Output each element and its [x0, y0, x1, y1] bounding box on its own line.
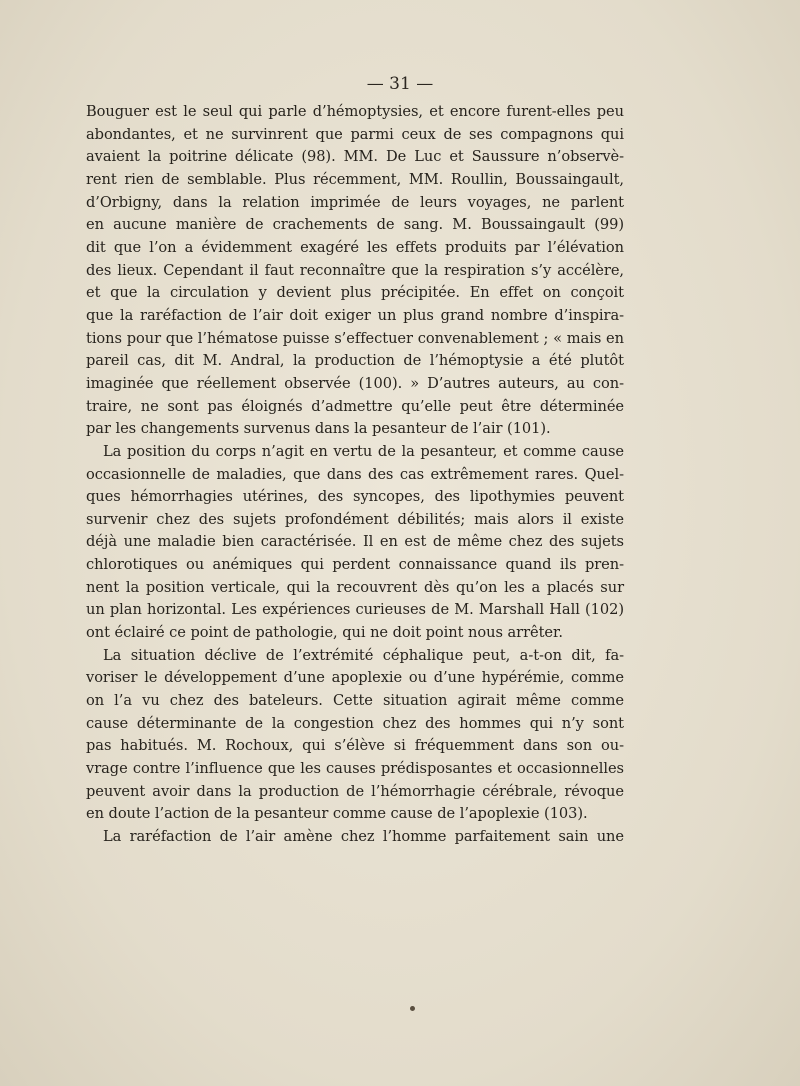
text-line: et que la circulation y devient plus précipitée. En effet on conçoit	[86, 284, 624, 302]
text-line: des lieux. Cependant il faut reconnaître que la respiration s’y accélère,	[86, 261, 624, 279]
text-line: dit que l’on a évidemment exagéré les effets produits par l’élévation	[86, 238, 624, 256]
text-line: nent la position verticale, qui la recouvrent dès qu’on les a placés sur	[86, 578, 624, 596]
text-line: cause déterminante de la congestion chez des hommes qui n’y sont	[86, 714, 624, 732]
text-line: vrage contre l’influence que les causes prédisposantes et occasionnelles	[86, 760, 624, 778]
text-line: par les changements survenus dans la pesanteur de l’air (101).	[86, 420, 551, 438]
text-line: La position du corps n’agit en vertu de la pesanteur, et comme cause	[103, 442, 624, 460]
text-line: chlorotiques ou anémiques qui perdent connaissance quand ils pren-	[86, 556, 624, 574]
text-line: rent rien de semblable. Plus récemment, MM. Roullin, Boussaingault,	[86, 170, 624, 188]
text-line: en doute l’action de la pesanteur comme cause de l’apoplexie (103).	[86, 805, 588, 823]
text-line: déjà une maladie bien caractérisée. Il en est de même chez des sujets	[86, 533, 624, 551]
paragraph-1	[86, 101, 624, 441]
text-line: ques hémorrhagies utérines, des syncopes, des lipothymies peuvent	[86, 488, 624, 506]
text-line: La situation déclive de l’extrémité céphalique peut, a-t-on dit, fa-	[103, 646, 624, 664]
page-ornament-dot	[410, 1006, 415, 1011]
text-line: survenir chez des sujets profondément débilités; mais alors il existe	[86, 510, 624, 528]
text-line: pas habitués. M. Rochoux, qui s’élève si fréquemment dans son ou-	[86, 737, 624, 755]
text-line: La raréfaction de l’air amène chez l’homme parfaitement sain une	[103, 828, 624, 845]
paragraph-4	[86, 826, 624, 849]
text-line: Bouguer est le seul qui parle d’hémoptysies, et encore furent-elles peu	[86, 103, 624, 120]
text-line: voriser le développement d’une apoplexie ou d’une hypérémie, comme	[86, 669, 624, 687]
text-line: occasionnelle de maladies, que dans des cas extrêmement rares. Quel-	[86, 465, 624, 483]
text-line: avaient la poitrine délicate (98). MM. De Luc et Saussure n’observè-	[86, 148, 624, 166]
text-line: d’Orbigny, dans la relation imprimée de leurs voyages, ne parlent	[86, 193, 624, 211]
text-line: peuvent avoir dans la production de l’hémorrhagie cérébrale, révoque	[86, 782, 624, 800]
body-text	[86, 101, 624, 849]
text-line: traire, ne sont pas éloignés d’admettre qu’elle peut être déterminée	[86, 397, 624, 415]
paragraph-2	[86, 441, 624, 645]
text-line: ont éclairé ce point de pathologie, qui ne doit point nous arrêter.	[86, 624, 563, 642]
text-line: abondantes, et ne survinrent que parmi ceux de ses compagnons qui	[86, 125, 624, 143]
text-line: un plan horizontal. Les expériences curieuses de M. Marshall Hall (102)	[86, 601, 624, 619]
text-line: on l’a vu chez des bateleurs. Cette situation agirait même comme	[86, 692, 624, 710]
text-line: imaginée que réellement observée (100). » D’autres auteurs, au con-	[86, 374, 624, 392]
text-line: que la raréfaction de l’air doit exiger un plus grand nombre d’inspira-	[86, 306, 624, 324]
text-line: pareil cas, dit M. Andral, la production de l’hémoptysie a été plutôt	[86, 352, 624, 370]
paragraph-3	[86, 645, 624, 826]
text-line: tions pour que l’hématose puisse s’effectuer convenablement ; « mais en	[86, 329, 624, 347]
page-number: — 31 —	[366, 74, 434, 94]
text-line: en aucune manière de crachements de sang. M. Boussaingault (99)	[86, 216, 624, 234]
